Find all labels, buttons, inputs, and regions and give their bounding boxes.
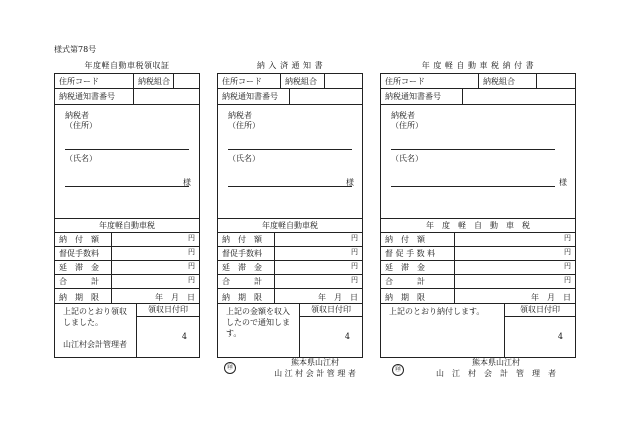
tax-group-field: 納税組合 [134, 74, 174, 88]
name-line [391, 186, 555, 187]
form-title: 納 入 済 通 知 書 [256, 61, 324, 70]
stamp-header: 領収日付印 [505, 304, 575, 317]
payment-notice-form [217, 59, 363, 358]
stamp-box [136, 304, 199, 357]
header-row [218, 74, 362, 89]
amount-unit: 円 [351, 248, 358, 256]
payer-section [218, 105, 362, 219]
seal-icon: ㊞ [392, 364, 404, 376]
name-label: （氏名） [65, 154, 97, 163]
amount-unit: 円 [564, 234, 571, 242]
slip-note: 上記のとおり納付します。 [389, 307, 485, 316]
stamp-number: 4 [344, 332, 350, 341]
address-code-field: 住所コード [55, 74, 134, 88]
footer-manager: 山 江 村 会 計 管 理 者 [436, 369, 556, 378]
stamp-box [299, 304, 362, 357]
blank-cell [134, 89, 199, 104]
stamp-box [504, 304, 575, 357]
payer-section [381, 105, 575, 219]
deadline-value: 年 月 日 [155, 293, 195, 302]
address-code-field: 住所コード [218, 74, 281, 88]
name-label: （氏名） [391, 154, 423, 163]
amount-row [55, 233, 199, 247]
amount-label: 合 計 [218, 275, 275, 288]
amount-label: 督促手数料 [218, 247, 275, 260]
address-label: （住所） [65, 121, 97, 130]
address-line [65, 149, 189, 150]
amount-row [381, 275, 575, 289]
amount-unit: 円 [564, 276, 571, 284]
amount-unit: 円 [564, 262, 571, 270]
receipt-form [54, 59, 200, 358]
footer-issuer [250, 357, 380, 379]
sama-label: 様 [183, 178, 191, 187]
sama-label: 様 [559, 178, 567, 187]
amount-row [55, 275, 199, 289]
form-box [54, 73, 200, 358]
tax-name-row [381, 219, 575, 233]
tax-name: 年 度 軽 自 動 車 税 [426, 221, 530, 230]
amount-label: 合 計 [55, 275, 112, 288]
blank-cell [537, 74, 575, 88]
address-line [228, 149, 352, 150]
address-label: （住所） [228, 121, 260, 130]
payer-section [55, 105, 199, 219]
address-line [391, 149, 555, 150]
name-line [65, 186, 189, 187]
blank-cell [325, 74, 362, 88]
amount-unit: 円 [351, 234, 358, 242]
blank-cell [290, 89, 362, 104]
amount-row [218, 275, 362, 289]
address-code-field: 住所コード [381, 74, 479, 88]
bottom-section [218, 304, 362, 357]
amount-row [55, 247, 199, 261]
amount-label: 督促手数料 [55, 247, 112, 260]
notice-row [55, 89, 199, 105]
form-box [217, 73, 363, 358]
amount-row [381, 233, 575, 247]
amount-row [218, 247, 362, 261]
amount-label: 延 滞 金 [55, 261, 112, 274]
notice-row [218, 89, 362, 105]
stamp-header: 領収日付印 [137, 304, 199, 317]
blank-cell [463, 89, 575, 104]
header-row [381, 74, 575, 89]
amount-unit: 円 [188, 234, 195, 242]
deadline-value: 年 月 日 [531, 293, 571, 302]
deadline-label: 納 期 限 [381, 289, 455, 303]
payment-slip-form [380, 59, 576, 358]
sama-label: 様 [346, 178, 354, 187]
amount-unit: 円 [351, 276, 358, 284]
amount-unit: 円 [351, 262, 358, 270]
stamp-number: 4 [557, 332, 563, 341]
footer-manager: 山 江 村 会 計 管 理 者 [274, 369, 356, 378]
amount-label: 延 滞 金 [381, 261, 455, 274]
notice-note: 上記の金額を収入 したので通知しま す。 [226, 307, 290, 338]
amount-row [218, 233, 362, 247]
footer-village: 熊本県山江村 [291, 358, 339, 367]
tax-name-row [218, 219, 362, 233]
deadline-row [381, 289, 575, 304]
address-label: （住所） [391, 121, 423, 130]
amount-label: 合 計 [381, 275, 455, 288]
form-title: 年度軽自動車税領収証 [84, 61, 170, 70]
stamp-number: 4 [181, 332, 187, 341]
notice-row [381, 89, 575, 105]
deadline-label: 納 期 限 [55, 289, 112, 303]
amount-unit: 円 [564, 248, 571, 256]
payer-label: 納税者 [228, 111, 252, 120]
amount-label: 納 付 額 [381, 233, 455, 246]
deadline-label: 納 期 限 [218, 289, 275, 303]
bottom-section [55, 304, 199, 357]
amount-unit: 円 [188, 276, 195, 284]
tax-name: 年度軽自動車税 [99, 221, 155, 230]
notice-number-field: 納税通知書番号 [381, 89, 463, 104]
notice-number-field: 納税通知書番号 [55, 89, 134, 104]
blank-cell [174, 74, 199, 88]
stamp-header: 領収日付印 [300, 304, 362, 317]
payer-label: 納税者 [391, 111, 415, 120]
deadline-row [218, 289, 362, 304]
amount-row [55, 261, 199, 275]
footer-village: 熊本県山江村 [472, 358, 520, 367]
tax-name: 年度軽自動車税 [262, 221, 318, 230]
amount-label: 納 付 額 [55, 233, 112, 246]
tax-name-row [55, 219, 199, 233]
form-title: 年 度 軽 自 動 車 税 納 付 書 [421, 61, 535, 70]
header-row [55, 74, 199, 89]
payer-label: 納税者 [65, 111, 89, 120]
amount-label: 督 促 手 数 料 [381, 247, 455, 260]
tax-group-field: 納税組合 [281, 74, 325, 88]
deadline-value: 年 月 日 [318, 293, 358, 302]
amount-label: 納 付 額 [218, 233, 275, 246]
amount-unit: 円 [188, 262, 195, 270]
amount-row [218, 261, 362, 275]
bottom-section [381, 304, 575, 357]
amount-row [381, 261, 575, 275]
notice-number-field: 納税通知書番号 [218, 89, 290, 104]
name-line [228, 186, 352, 187]
form-number: 様式第78号 [54, 45, 97, 54]
name-label: （氏名） [228, 154, 260, 163]
amount-row [381, 247, 575, 261]
receipt-note: 上記のとおり領収 しました。 山江村会計管理者 [63, 307, 127, 349]
form-box [380, 73, 576, 358]
amount-label: 延 滞 金 [218, 261, 275, 274]
deadline-row [55, 289, 199, 304]
amount-unit: 円 [188, 248, 195, 256]
seal-icon: ㊞ [224, 362, 236, 374]
tax-group-field: 納税組合 [479, 74, 537, 88]
footer-issuer [420, 357, 572, 379]
